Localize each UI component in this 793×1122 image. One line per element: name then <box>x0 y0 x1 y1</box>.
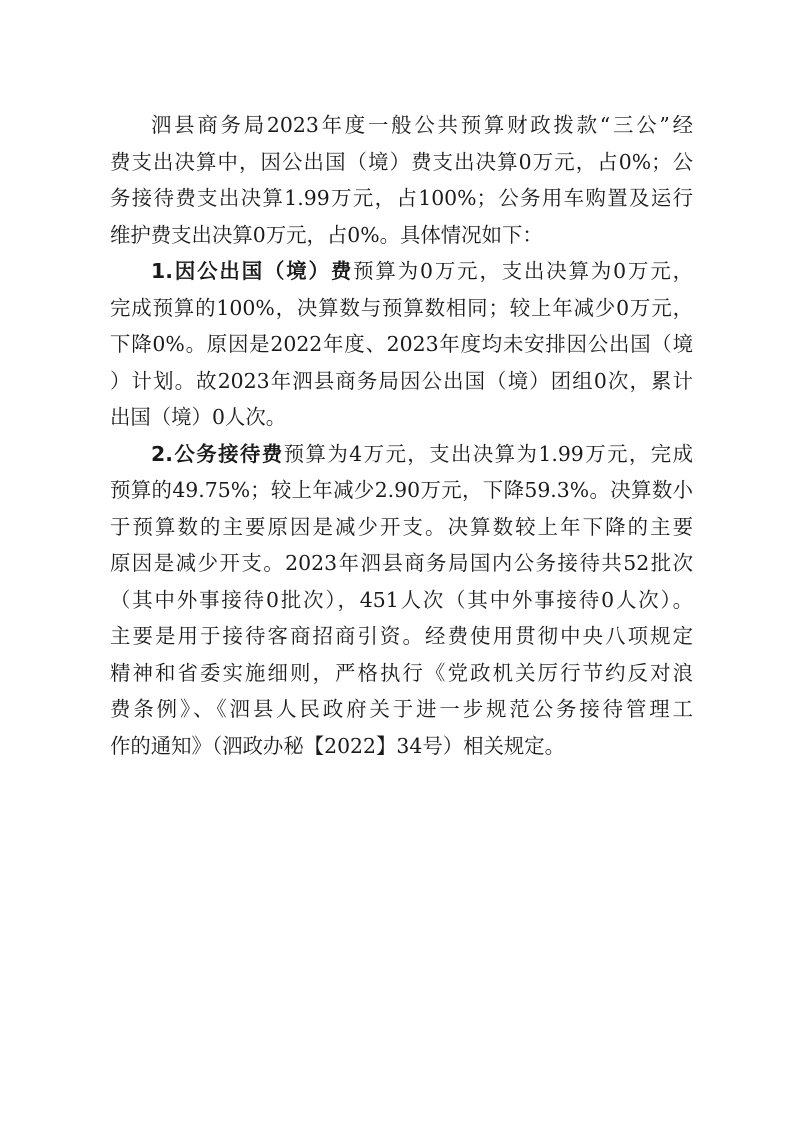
paragraph-line: 维护费支出决算0万元，占0%。具体情况如下： <box>110 222 543 247</box>
paragraph-overview <box>110 107 693 253</box>
paragraph-line: 预算的49.75%；较上年减少2.90万元，下降59.3%。决算数小 <box>110 478 693 502</box>
section-heading-overseas: 1.因公出国（境）费 <box>151 259 354 283</box>
paragraph-line <box>110 436 693 473</box>
paragraph-line <box>110 253 693 290</box>
paragraph-line: 出国（境）0人次。 <box>110 405 287 429</box>
paragraph-line: 务接待费支出决算1.99万元，占100%；公务用车购置及运行 <box>110 186 693 210</box>
paragraph-text: 预算为0万元，支出决算为0万元， <box>353 259 694 283</box>
paragraph-reception <box>110 436 693 765</box>
paragraph-text: 预算为4万元，支出决算为1.99万元，完成 <box>283 441 693 466</box>
paragraph-line: 下降0%。原因是2022年度、2023年度均未安排因公出国（境 <box>110 332 693 356</box>
paragraph-line: 费支出决算中，因公出国（境）费支出决算0万元，占0%；公 <box>110 149 693 174</box>
paragraph-line: 主要是用于接待客商招商引资。经费使用贯彻中央八项规定 <box>110 624 693 648</box>
paragraph-line: 原因是减少开支。2023年泗县商务局国内公务接待共52批次 <box>110 551 693 575</box>
paragraph-line: （其中外事接待0批次），451人次（其中外事接待0人次）。 <box>110 587 693 612</box>
paragraph-overseas-travel <box>110 253 693 436</box>
paragraph-line: ）计划。故2023年泗县商务局因公出国（境）团组0次，累计 <box>110 368 693 393</box>
document-body <box>110 107 693 764</box>
paragraph-line: 精神和省委实施细则，严格执行《党政机关厉行节约反对浪 <box>110 660 693 685</box>
paragraph-line: 于预算数的主要原因是减少开支。决算数较上年下降的主要 <box>110 514 693 539</box>
paragraph-line: 完成预算的100%，决算数与预算数相同；较上年减少0万元， <box>110 295 693 320</box>
paragraph-line: 费条例》、《泗县人民政府关于进一步规范公务接待管理工 <box>110 697 693 721</box>
paragraph-line: 泗县商务局2023年度一般公共预算财政拨款“三公”经 <box>151 113 693 137</box>
paragraph-line: 作的通知》（泗政办秘【2022】34号）相关规定。 <box>110 733 566 758</box>
section-heading-reception: 2.公务接待费 <box>151 441 284 466</box>
